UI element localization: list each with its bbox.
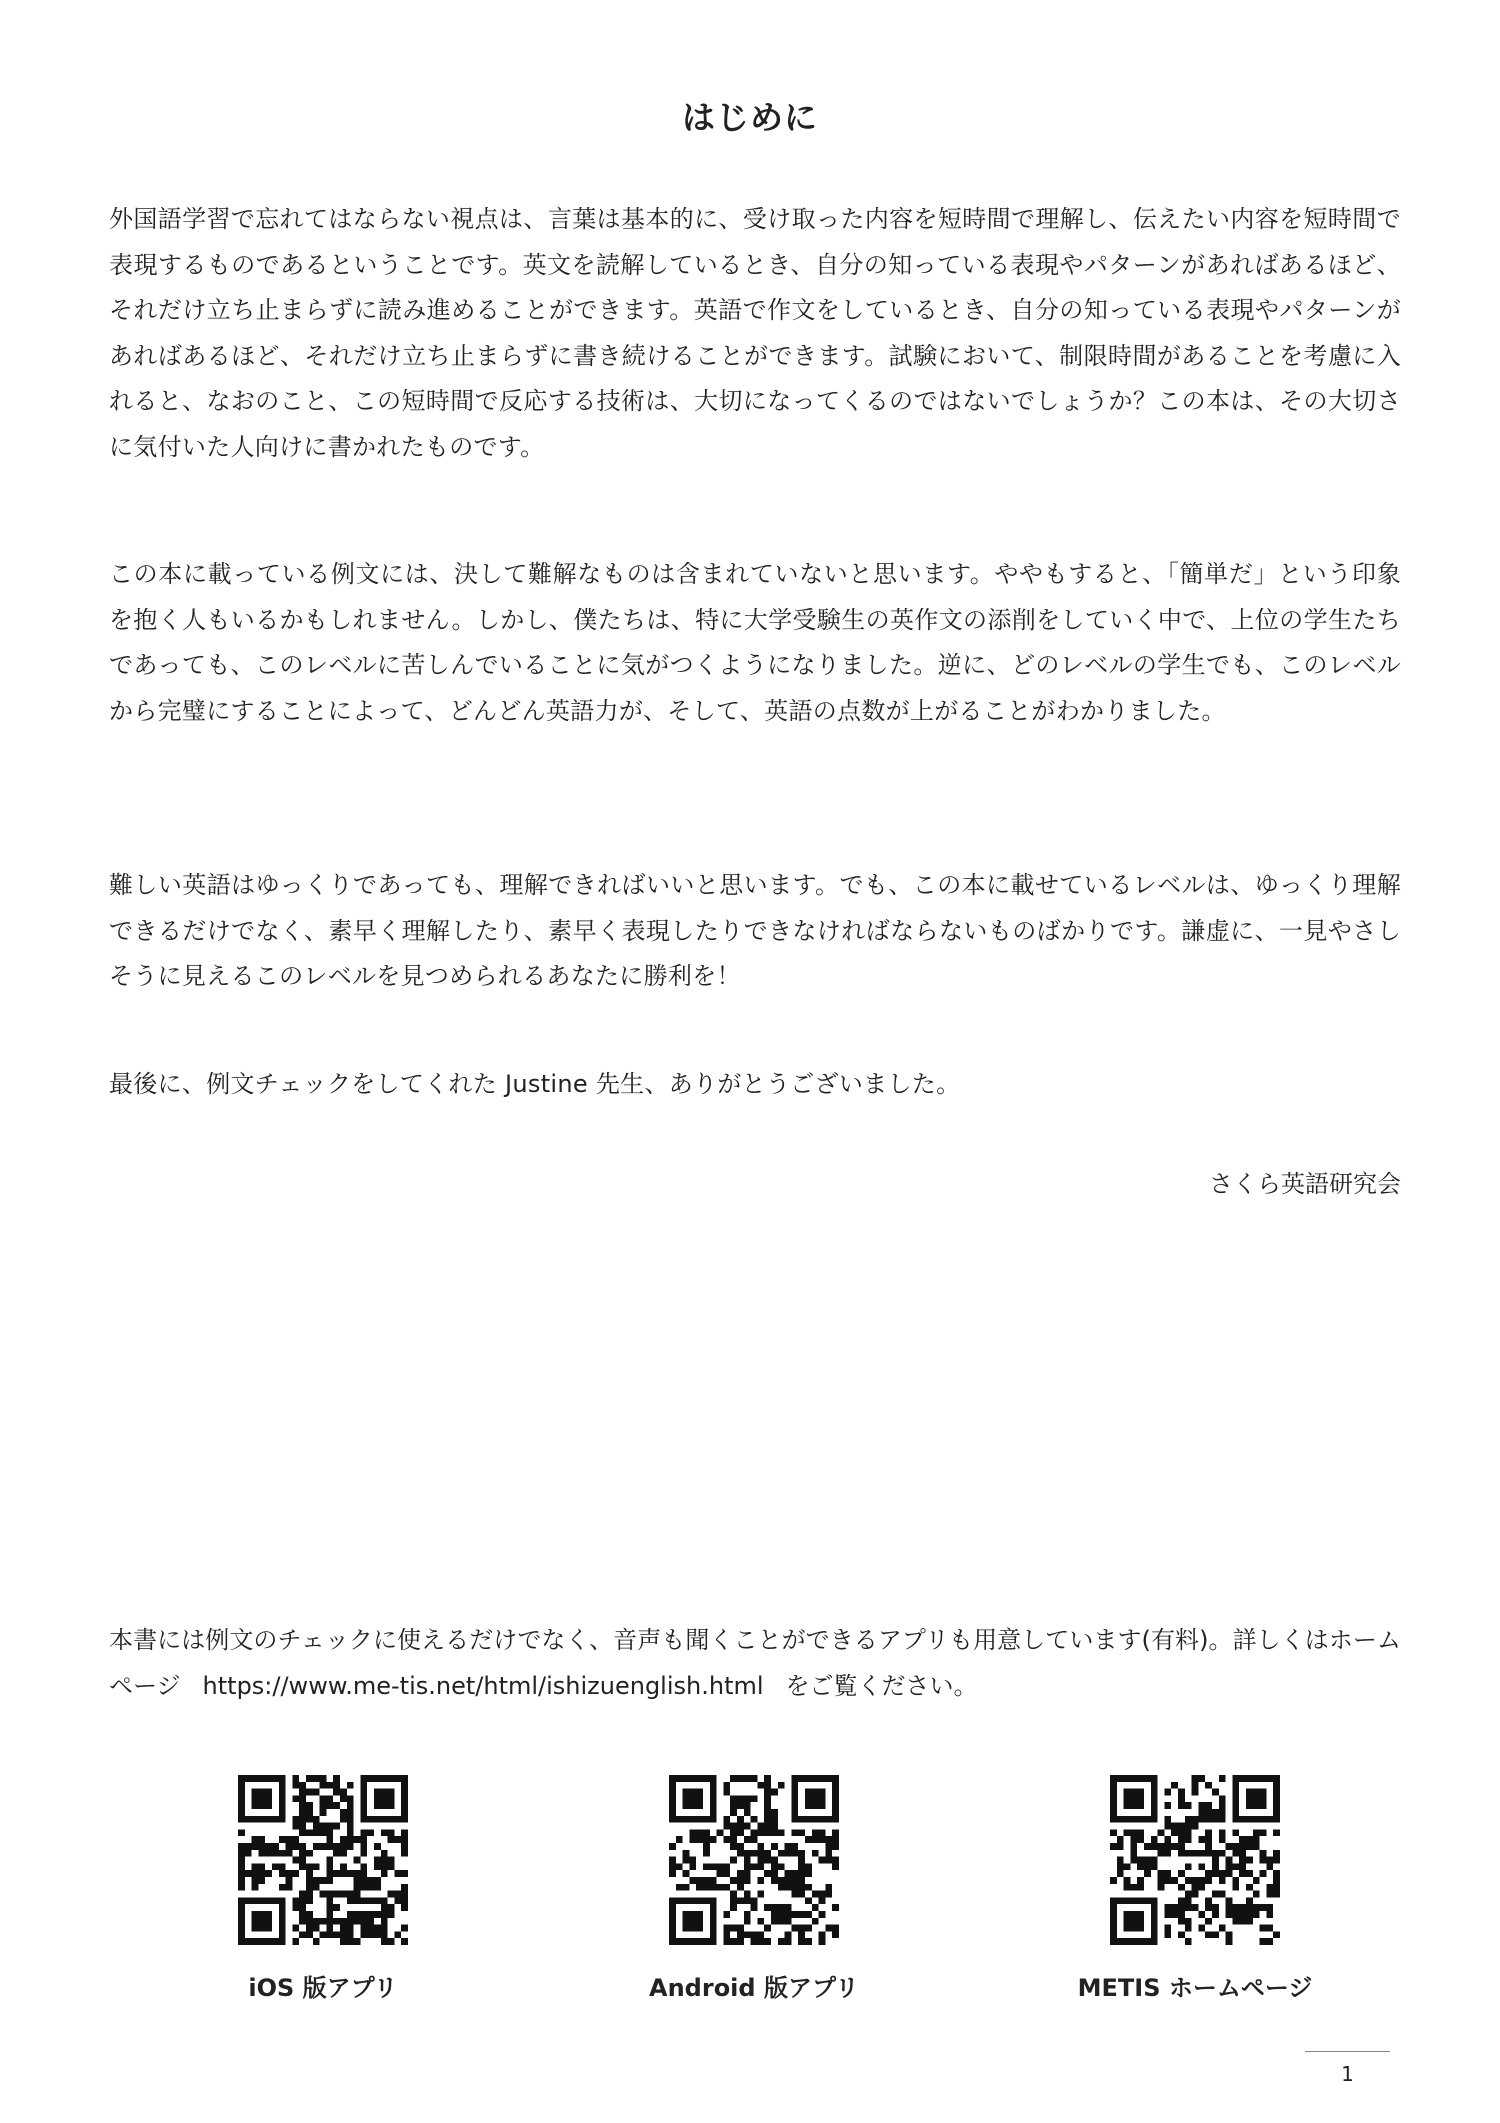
page-title: はじめに xyxy=(682,98,818,137)
intro-paragraph-3: 難しい英語はゆっくりであっても、理解できればいいと思います。でも、この本に載せているレベルは、ゆっくり理解できるだけでなく、素早く理解したり、素早く表現したりできなければならないものばかりです。謙虚に、一見やさしそうに見えるこのレベルを見つめられるあなたに勝利を！ xyxy=(109,871,1401,990)
qr-code-icon[interactable] xyxy=(1110,1775,1280,1945)
homepage-url-link[interactable]: https://www.me-tis.net/html/ishizuenglish.html xyxy=(202,1671,764,1700)
page-number: 1 xyxy=(1341,2062,1354,2086)
qr-caption-ios: iOS 版アプリ xyxy=(248,1974,398,2002)
qr-caption-metis: METIS ホームページ xyxy=(1077,1974,1313,2002)
app-note-text: 本書には例文のチェックに使えるだけでなく、音声も聞くことができるアプリも用意しています(有料)。詳しくはホームページ xyxy=(109,1626,1401,1700)
qr-block-metis xyxy=(1045,1775,1345,2003)
qr-block-android xyxy=(604,1775,904,2003)
app-note-suffix: をご覧ください。 xyxy=(785,1671,978,1700)
app-note xyxy=(109,1618,1401,1709)
intro-paragraph-1: 外国語学習で忘れてはならない視点は、言葉は基本的に、受け取った内容を短時間で理解し、伝えたい内容を短時間で表現するものであるということです。英文を読解しているとき、自分の知っている表現やパターンがあればあるほど、それだけ立ち止まらずに読み進めることができます。英語で作文をしているとき、自分の知っている表現やパターンがあればあるほど、それだけ立ち止まらずに書き続けることができます。試験において、制限時間があることを考慮に入れると、なおのこと、この短時間で反応する技術は、大切になってくるのではないでしょうか？この本は、その大切さに気付いた人向けに書かれたものです。 xyxy=(109,205,1401,461)
qr-code-icon[interactable] xyxy=(669,1775,839,1945)
footer-divider xyxy=(1305,2051,1390,2052)
qr-caption-android: Android 版アプリ xyxy=(649,1974,859,2002)
author-signature: さくら英語研究会 xyxy=(1209,1170,1401,1198)
qr-block-ios xyxy=(173,1775,473,2003)
acknowledgement-paragraph: 最後に、例文チェックをしてくれた Justine 先生、ありがとうございました。 xyxy=(109,1070,961,1098)
qr-code-icon[interactable] xyxy=(238,1775,408,1945)
intro-paragraph-2: この本に載っている例文には、決して難解なものは含まれていないと思います。ややもすると、「簡単だ」という印象を抱く人もいるかもしれません。しかし、僕たちは、特に大学受験生の英作文の添削をしていく中で、上位の学生たちであっても、このレベルに苦しんでいることに気がつくようになりました。逆に、どのレベルの学生でも、このレベルから完璧にすることによって、どんどん英語力が、そして、英語の点数が上がることがわかりました。 xyxy=(109,560,1401,725)
